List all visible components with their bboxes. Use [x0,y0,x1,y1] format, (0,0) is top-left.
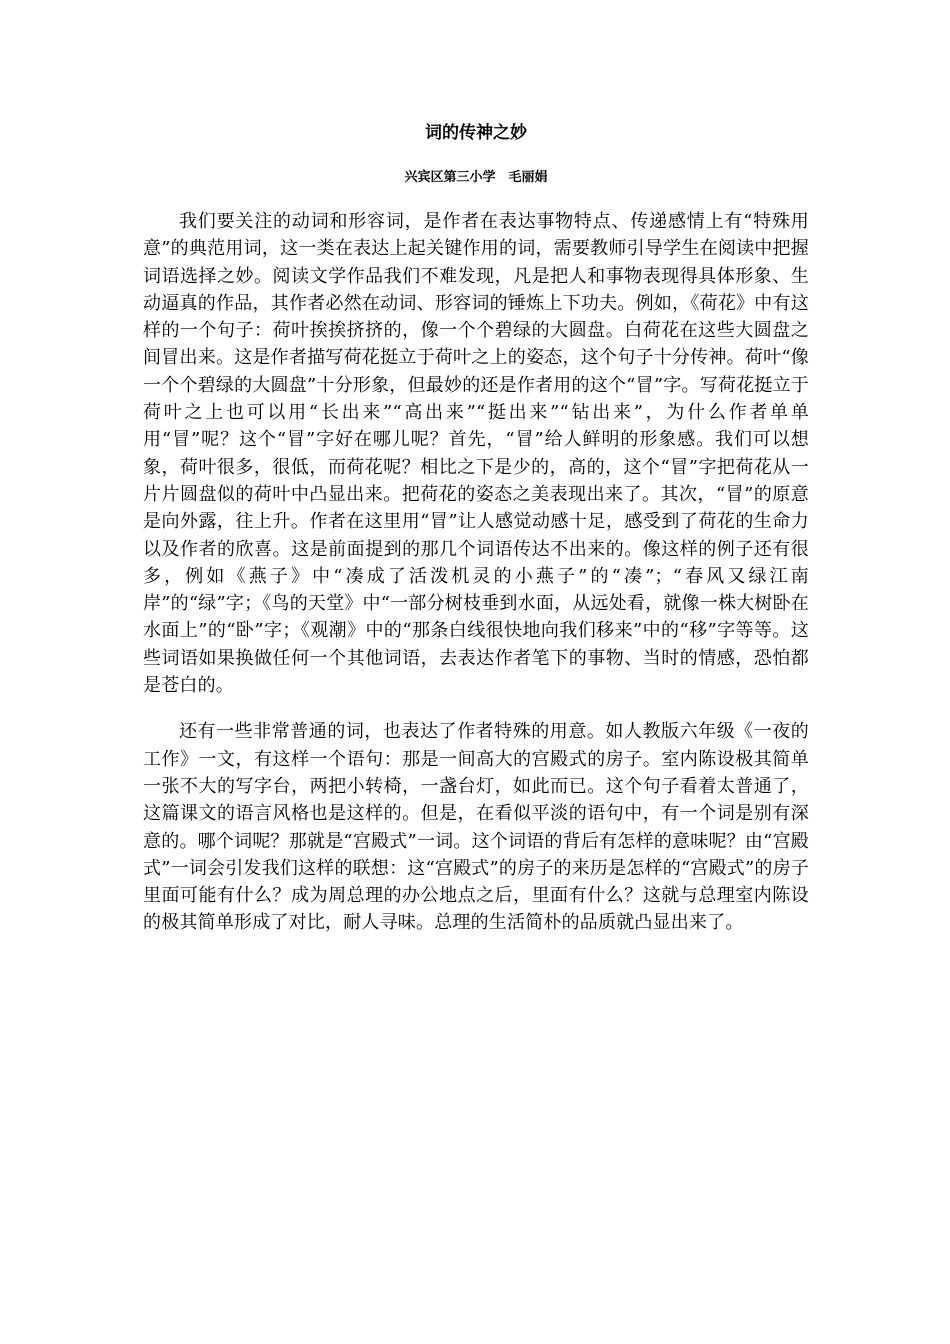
body-paragraph-1: 我们要关注的动词和形容词，是作者在表达事物特点、传递感情上有“特殊用意”的典范用词，这一类在表达上起关键作用的词，需要教师引导学生在阅读中把握词语选择之妙。阅读文学作品我们不难发现，凡是把人和事物表现得具体形象、生动逼真的作品，其作者必然在动词、形容词的锤炼上下功夫。例如，《荷花》中有这样的一个句子：荷叶挨挨挤挤的，像一个个碧绿的大圆盘。白荷花在这些大圆盘之间冒出来。这是作者描写荷花挺立于荷叶之上的姿态，这个句子十分传神。荷叶“像一个个碧绿的大圆盘”十分形象，但最妙的还是作者用的这个“冒”字。写荷花挺立于荷叶之上也可以用“长出来”“高出来”“挺出来”“钻出来”，为什么作者单单用“冒”呢？这个“冒”字好在哪儿呢？首先，“冒”给人鲜明的形象感。我们可以想象，荷叶很多，很低，而荷花呢？相比之下是少的，高的，这个“冒”字把荷花从一片片圆盘似的荷叶中凸显出来。把荷花的姿态之美表现出来了。其次，“冒”的原意是向外露，往上升。作者在这里用“冒”让人感觉动感十足，感受到了荷花的生命力以及作者的欣喜。这是前面提到的那几个词语传达不出来的。像这样的例子还有很多，例如《燕子》中“凑成了活泼机灵的小燕子”的“凑”；“春风又绿江南岸”的“绿”字；《鸟的天堂》中“一部分树枝垂到水面，从远处看，就像一株大树卧在水面上”的“卧”字；《观潮》中的“那条白线很快地向我们移来”中的“移”字等等。这些词语如果换做任何一个其他词语，去表达作者笔下的事物、当时的情感，恐怕都是苍白的。 [143,211,809,697]
document-title: 词的传神之妙 [425,123,527,143]
document-page [143,120,809,937]
author-line: 兴宾区第三小学 毛丽娟 [404,170,548,185]
body-paragraph-2: 还有一些非常普通的词，也表达了作者特殊的用意。如人教版六年级《一夜的工作》一文，有这样一个语句：那是一间高大的宫殿式的房子。室内陈设极其简单一张不大的写字台，两把小转椅，一盏台灯，如此而已。这个句子看着太普通了，这篇课文的语言风格也是这样的。但是，在看似平淡的语句中，有一个词是别有深意的。哪个词呢？那就是“宫殿式”一词。这个词语的背后有怎样的意味呢？由“宫殿式”一词会引发我们这样的联想：这“宫殿式”的房子的来历是怎样的“宫殿式”的房子里面可能有什么？成为周总理的办公地点之后，里面有什么？这就与总理室内陈设的极其简单形成了对比，耐人寻味。总理的生活简朴的品质就凸显出来了。 [143,721,809,934]
